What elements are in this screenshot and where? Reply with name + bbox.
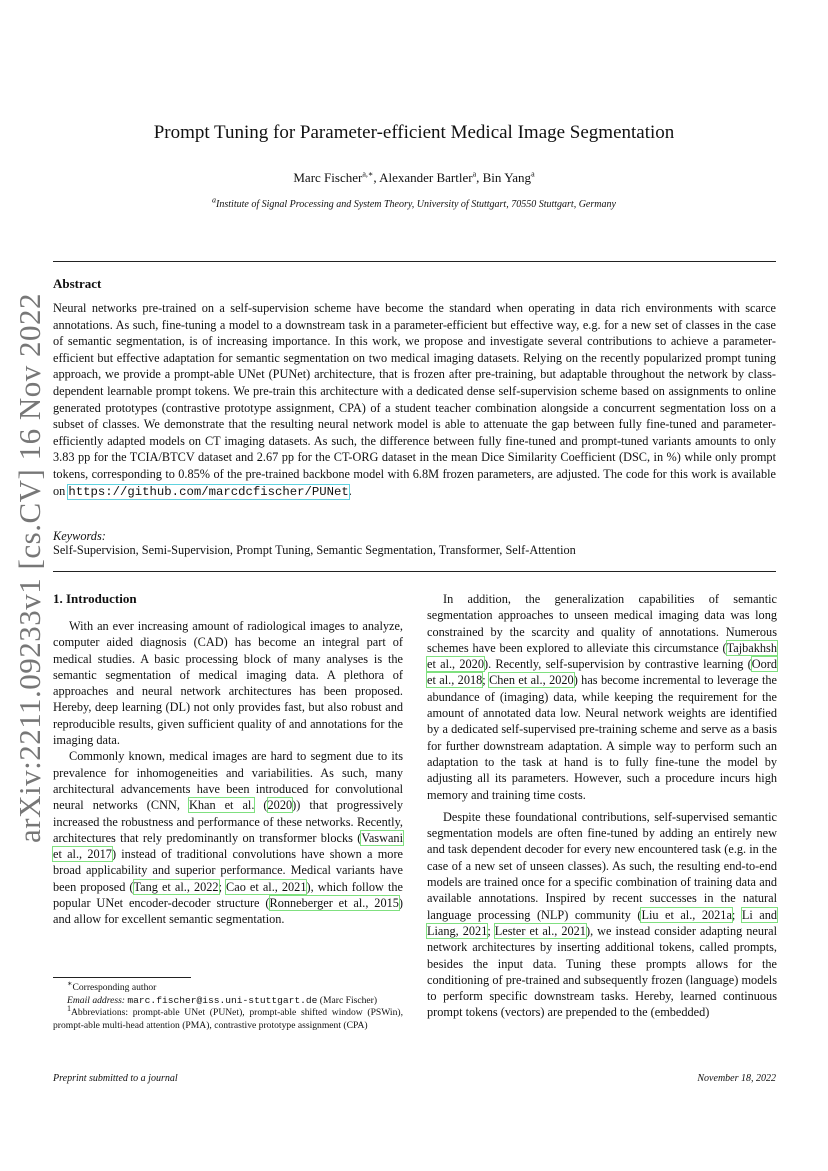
footnotes (53, 978, 403, 1032)
email-owner: (Marc Fischer) (317, 994, 378, 1006)
keywords-heading: Keywords: (53, 529, 106, 543)
text-span: ; (218, 879, 227, 894)
abstract-end: . (348, 483, 352, 498)
citation-vaswani[interactable]: Vaswani et al., 2017 (53, 830, 403, 862)
abstract-text: Neural networks pre-trained on a self-supervision scheme have become the standard when operating in data rich environments with scarce annotations. As such, fine-tuning a model to a downstream task in a parameter-efficient but effective way, e.g. for a new set of classes in the case of semantic segmentation, is of increasing importance. In this work, we propose and investigate several contributions to achieve a parameter-efficient but effective adaptation for semantic segmentation on two medical imaging datasets. Relying on the recently popularized prompt tuning approach, we provide a prompt-able UNet (PUNet) architecture, that is frozen after pre-training, but adaptable throughout the network by class-dependent learnable prompt tokens. We pre-train this architecture with a dedicated dense self-supervision scheme based on assignments to online generated prototypes (contrastive prototype assignment, CPA) of a student teacher combination alongside a concurrent segmentation loss on a subset of classes. We demonstrate that the resulting neural network model is able to attenuate the gap between fully fine-tuned and parameter-efficiently adapted models on CT imaging datasets. As such, the difference between fully fine-tuned and prompt-tuned variants amounts to only 3.83 pp for the TCIA/BTCV dataset and 2.67 pp for the CT-ORG dataset in the mean Dice Similarity Coefficient (DSC, in %) while only prompt tokens, corresponding to 0.85% of the pre-trained backbone model with 6.8M frozen parameters, are adjusted. The code for this work is available on (53, 301, 776, 498)
citation-chen[interactable]: Chen et al., 2020 (489, 673, 574, 688)
code-repository-link[interactable]: https://github.com/marcdcfischer/PUNet (68, 484, 349, 499)
citation-khan[interactable]: Khan et al. (188, 798, 255, 813)
abstract-heading: Abstract (53, 276, 102, 291)
text-span: ; (731, 907, 742, 922)
citation-li-liang[interactable]: Li and Liang, 2021 (427, 907, 777, 938)
author-name: , Alexander Bartler (373, 170, 473, 185)
keywords-list: Self-Supervision, Semi-Supervision, Prompt Tuning, Semantic Segmentation, Transformer, Self-Attention (53, 543, 576, 557)
arxiv-identifier-stamp: arXiv:2211.09233v1 [cs.CV] 16 Nov 2022 (12, 293, 47, 843)
text-span: ). Recently, self-supervision by contrastive learning ( (483, 657, 752, 672)
email-label: Email address: (67, 994, 128, 1006)
text-span: ), we instead consider adapting neural network architectures by inserting additional tokens, called prompts, besides the input data. Tuning these prompts allows for the conditioning of pre-trained and subsequently frozen (language) models to perform specific downstream tasks. Hereby, learned continuous prompt tokens (vectors) are prepended to the (embedded) (427, 923, 777, 1020)
footnote-divider (53, 977, 191, 978)
footnote-text: Corresponding author (72, 982, 157, 993)
text-span: In addition, the generalization capabilities of semantic segmentation approaches to unseen medical imaging data was long constrained by the scarcity and quality of annotations. Numerous schemes have been explored to alleviate this circumstance ( (427, 592, 777, 655)
affiliation-mark: a (212, 195, 217, 205)
footer-date: November 18, 2022 (697, 1073, 776, 1084)
author-name: Marc Fischer (293, 170, 363, 185)
footnote-email (53, 995, 403, 1008)
text-span: ) instead of traditional convolutions have shown a more broad applicability and superior performance. Medical variants have been proposed ( (53, 847, 403, 894)
footnote-corresponding (53, 978, 403, 995)
footnote-text: Abbreviations: prompt-able UNet (PUNet), prompt-able shifted window (PSWin), prompt-able multi-head attention (PMA), contrastive prototype assignment (CPA) (53, 1007, 403, 1031)
text-span: )) that progressively increased the robustness and performance of these networks. Recently, architectures that rely predominantly on transformer blocks ( (53, 798, 404, 845)
affiliation-text: Institute of Signal Processing and System Theory, University of Stuttgart, 70550 Stuttgart, Germany (216, 199, 616, 210)
section-heading-introduction: 1. Introduction (53, 591, 137, 606)
citation-liu[interactable]: Liu et al., 2021a (641, 907, 732, 922)
text-span: Commonly known, medical images are hard to segment due to its prevalence for inhomogeneities and variabilities. As such, many architectural advancements have been introduced for convolutional neural networks (CNN, (53, 749, 403, 813)
citation-cao[interactable]: Cao et al., 2021 (226, 879, 307, 894)
text-span: ( (254, 798, 268, 813)
intro-paragraph-1: With an ever increasing amount of radiological images to analyze, computer aided diagnosis (CAD) has become an integral part of medical studies. A basic processing block of many analyses is the semantic segmentation of medical imaging data. A plethora of approaches and neural network architectures has been proposed. Hereby, deep learning (DL) not only provides fast, but also robust and reproducible results, given sufficient quality of and annotations for the imaging data. (53, 619, 403, 748)
footnote-mark: ∗ (67, 978, 73, 988)
author-affiliation-mark: a (531, 169, 535, 179)
citation-tang[interactable]: Tang et al., 2022 (133, 879, 219, 894)
citation-oord[interactable]: Oord et al., 2018 (427, 657, 777, 688)
text-span: ) and allow for excellent semantic segmentation. (53, 896, 404, 927)
author-affiliation-mark: a,∗ (362, 169, 374, 179)
footer-preprint-note: Preprint submitted to a journal (53, 1073, 178, 1084)
left-column (53, 618, 403, 928)
footnote-abbreviations (53, 1004, 403, 1032)
author-name: , Bin Yang (476, 170, 532, 185)
intro-paragraph-2 (53, 748, 403, 927)
author-affiliation-mark: a (472, 169, 477, 179)
citation-tajbakhsh[interactable]: Tajbakhsh et al., 2020 (427, 640, 777, 672)
text-span: Despite these foundational contributions, self-supervised semantic segmentation models are often fine-tuned by adding an entirely new and task dependent decoder for every new encountered task (e.g. in the case of a new set of unseen classes). As such, the resulting end-to-end models are trained once for a specific combination of training data and available annotations. Inspired by recent successes in the natural language processing (NLP) community ( (427, 809, 777, 922)
citation-lester[interactable]: Lester et al., 2021 (494, 923, 586, 938)
abstract-body (53, 300, 776, 500)
keywords-divider (53, 571, 776, 572)
top-divider (53, 261, 776, 262)
right-paragraph-2 (427, 809, 777, 1021)
affiliation (0, 195, 828, 210)
footnote-mark: 1 (67, 1004, 71, 1013)
right-column (427, 591, 777, 1021)
paper-title: Prompt Tuning for Parameter-efficient Medical Image Segmentation (153, 122, 675, 143)
email-address: marc.fischer@iss.uni-stuttgart.de (127, 994, 318, 1006)
text-span: ), which follow the popular UNet encoder-decoder structure ( (53, 879, 403, 911)
right-paragraph-1 (427, 591, 777, 803)
text-span: ; (482, 673, 490, 688)
text-span: ) has become incremental to leverage the abundance of (imaging) data, while keeping the requirement for the amount of annotated data low. Neural network weights are identified by a dedicated self-supervised pre-training scheme and serve as a basis for further downstream adaptation. A simple way to perform such an adaptation to the task at hand is to fully fine-tune the model by adjusting all its parameters. However, such a procedure incurs high memory and training time costs. (427, 673, 777, 802)
citation-khan-year[interactable]: 2020 (267, 798, 293, 813)
author-list (0, 170, 828, 186)
citation-ronneberger[interactable]: Ronneberger et al., 2015 (269, 896, 399, 911)
text-span: ; (487, 923, 495, 938)
